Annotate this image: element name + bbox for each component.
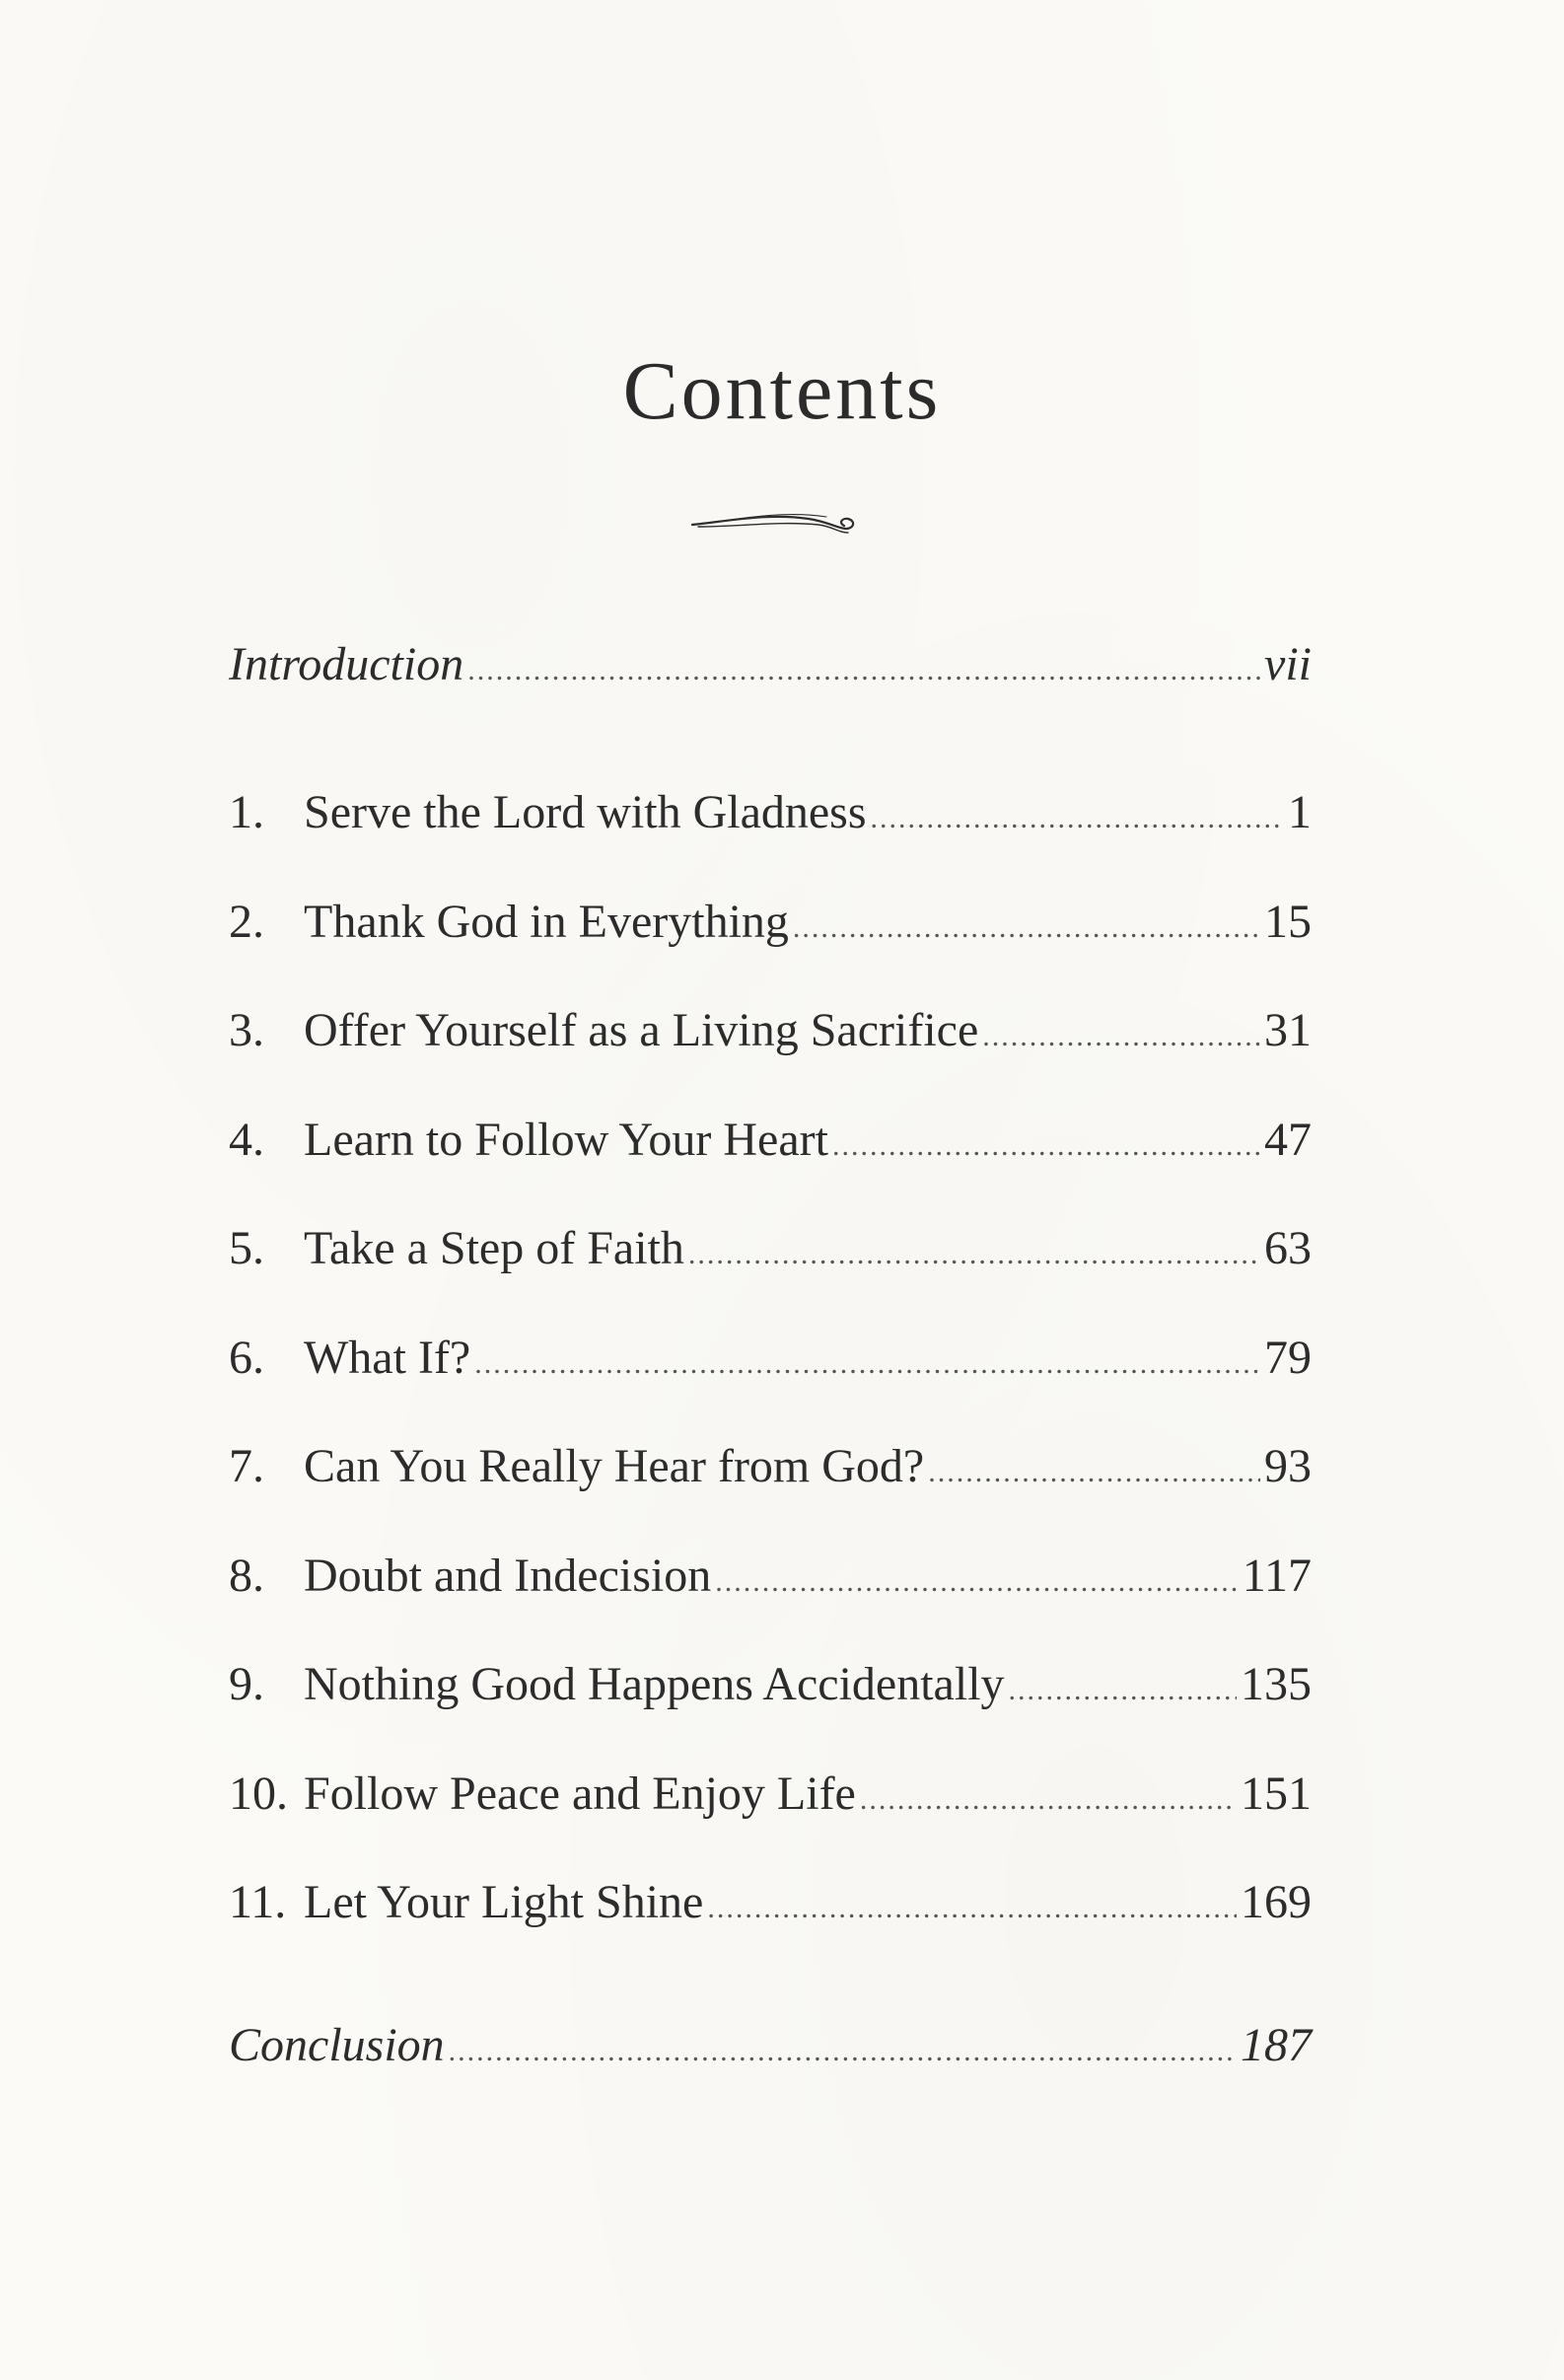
chapter-title: Can You Really Hear from God? [304,1440,925,1492]
chapter-page: 1 [1288,786,1312,838]
chapter-number: 11. [229,1876,287,1928]
dot-leader [1009,1676,1237,1705]
chapter-page: 117 [1242,1549,1312,1602]
toc-entry-chapter[interactable] [229,1113,1312,1166]
chapter-page: 47 [1264,1113,1312,1166]
toc-entry-chapter[interactable] [229,1876,1312,1928]
toc-entry-chapter[interactable] [229,1222,1312,1274]
toc-entry-introduction[interactable] [229,638,1312,690]
dot-leader [832,1131,1260,1161]
toc-entry-chapter[interactable] [229,786,1312,838]
chapter-number: 3. [229,1004,264,1056]
dot-leader [793,913,1260,943]
dot-leader [449,2037,1237,2066]
toc-entry-chapter[interactable] [229,895,1312,948]
toc-entry-chapter[interactable] [229,1004,1312,1056]
flourish-ornament-icon [690,503,858,542]
toc-entry-chapter[interactable] [229,1549,1312,1602]
page-title: Contents [622,345,942,437]
chapter-page: 79 [1264,1331,1312,1384]
chapter-page: 135 [1241,1658,1312,1710]
chapter-page: 15 [1264,895,1312,948]
chapter-title: Offer Yourself as a Living Sacrifice [304,1004,979,1056]
chapter-title: Take a Step of Faith [304,1222,684,1274]
chapter-title: Learn to Follow Your Heart [304,1113,828,1166]
chapter-title: What If? [304,1331,471,1384]
dot-leader [715,1567,1239,1597]
chapter-page: 31 [1264,1004,1312,1056]
dot-leader [467,656,1260,685]
dot-leader [928,1458,1260,1487]
toc-entry-chapter[interactable] [229,1658,1312,1710]
chapter-title: Doubt and Indecision [304,1549,712,1602]
toc-entry-page: 187 [1241,2019,1312,2071]
chapter-number: 2. [229,895,264,948]
dot-leader [688,1240,1260,1269]
chapter-title: Thank God in Everything [304,895,789,948]
chapter-title: Nothing Good Happens Accidentally [304,1658,1005,1710]
chapter-number: 7. [229,1440,264,1492]
dot-leader [474,1349,1260,1379]
toc-entry-chapter[interactable] [229,1331,1312,1384]
toc-entry-conclusion[interactable] [229,2019,1312,2071]
toc-entry-chapter[interactable] [229,1767,1312,1820]
chapter-number: 10. [229,1767,288,1820]
chapter-title: Follow Peace and Enjoy Life [304,1767,856,1820]
chapter-number: 9. [229,1658,264,1710]
chapter-page: 169 [1241,1876,1312,1928]
toc-entry-chapter[interactable] [229,1440,1312,1492]
chapter-page: 151 [1241,1767,1312,1820]
chapter-number: 6. [229,1331,264,1384]
chapter-title: Serve the Lord with Gladness [304,786,867,838]
chapter-number: 8. [229,1549,264,1602]
toc-entry-page: vii [1264,638,1312,690]
toc-entry-label: Introduction [229,638,464,690]
chapter-page: 63 [1264,1222,1312,1274]
chapter-number: 5. [229,1222,264,1274]
chapter-number: 1. [229,786,264,838]
chapter-number: 4. [229,1113,264,1166]
dot-leader [982,1022,1260,1051]
dot-leader [707,1894,1237,1923]
toc-entry-label: Conclusion [229,2019,445,2071]
chapter-page: 93 [1264,1440,1312,1492]
dot-leader [871,804,1284,833]
chapter-title: Let Your Light Shine [304,1876,704,1928]
dot-leader [860,1785,1237,1815]
